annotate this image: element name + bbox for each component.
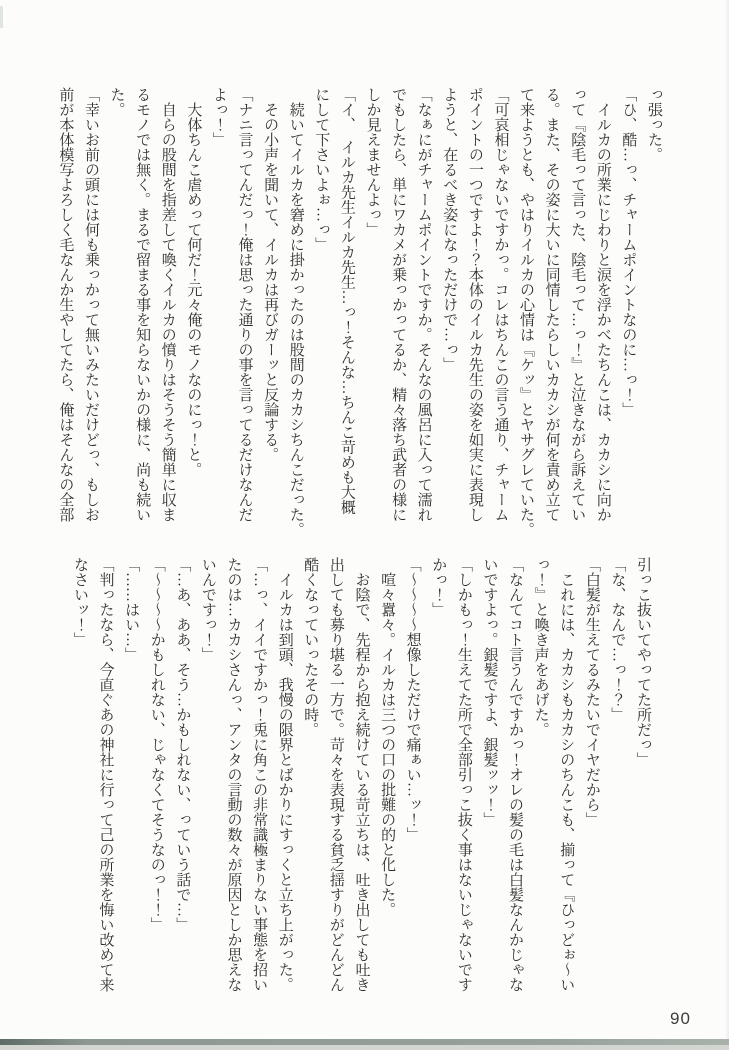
text-line: って『陰毛って言った、陰毛って…っ！』と泣きながら訴えてい (569, 87, 586, 522)
text-line: イルカは到頭、我慢の限界とばかりにすっくと立ち上がった。 (276, 557, 293, 992)
text-line: っ張った。 (646, 87, 662, 162)
page-number: 90 (670, 1009, 691, 1028)
text-line: 「幸いお前の頭には何も乗っかって無いみたいだけどっ、もしお (82, 87, 99, 522)
page-bottom-edge-light (0, 1045, 729, 1050)
text-line: これには、カカシもカカシのちんこも、揃って『ひっどぉ〜い (558, 557, 575, 992)
text-line: 続いてイルカを窘めに掛かったのは股間のカカシちんこだった。 (287, 87, 304, 537)
text-line: て来ようとも、やはりイルカの心情は『ケッ』とヤサグレていた。 (518, 87, 535, 537)
page-right-edge (725, 0, 729, 1050)
text-line: る。また、その姿に大いに同情したらしいカカシが何を責め立て (543, 87, 560, 522)
text-line: かっ！」 (430, 557, 447, 617)
text-line: 「……はい…」 (123, 557, 140, 662)
text-line: しか見えませんよっ」 (364, 87, 381, 237)
text-line: いですよっ。銀髪ですよ、銀髪ッッ！」 (481, 557, 498, 827)
text-line: いんですっ！」 (199, 557, 216, 662)
text-line: 「ひ、酷…っ、チャームポイントなのに…っ！」 (620, 87, 637, 417)
text-line: 「〜〜〜〜かもしれない、じゃなくてそうなのっ！！」 (148, 557, 165, 932)
text-line: 「〜〜〜〜想像しただけで痛ぁい…ッ！」 (404, 557, 421, 842)
text-line: 「…あ、ああ、そう…かもしれない、っていう話で…」 (174, 557, 191, 932)
text-line: ポイントの一つですよ！？本体のイルカ先生の姿を如実に表現し (466, 87, 483, 522)
text-line: 前が本体模写よろしく毛なんか生やしてたら、俺はそんなの全部 (57, 87, 74, 522)
text-line: イルカの所業にじわりと涙を浮かべたちんこは、カカシに向か (594, 87, 611, 522)
text-line: 「…っ、イイですかっ！兎に角この非常識極まりない事態を招い (251, 557, 268, 992)
text-line: その小声を聞いて、イルカは再びガーッと反論する。 (262, 87, 279, 462)
text-line: 「イ、 イルカ先生イルカ先生…っ！そんな…ちんこ苛めも大概 (338, 87, 355, 515)
text-line: 「白髪が生えてるみたいでイヤだから」 (583, 557, 600, 827)
text-line: 喧々囂々。イルカは三つの口の批難の的と化した。 (379, 557, 396, 917)
text-line: 「なぁにがチャームポイントですか。そんなの風呂に入って濡れ (415, 87, 432, 522)
text-line: 「しかもっ！生えてた所で全部引っこ抜く事はないじゃないです (455, 557, 472, 992)
text-line: たのは…カカシさんっ、アンタの言動の数々が原因としか思えな (225, 557, 242, 992)
text-line: 出しても募り堪る一方で。苛々を表現する貧乏揺すりがどんどん (327, 557, 344, 992)
text-line: 「可哀相じゃないですかっ。コレはちんこの言う通り、チャーム (492, 87, 509, 522)
text-line: 「な、なんで…っ！？」 (609, 557, 626, 722)
text-line: なさいッ！」 (71, 557, 88, 647)
text-line: ようと、在るべき姿になっただけで…っ」 (441, 87, 458, 372)
text-line: 酷くなっていったその時。 (302, 557, 319, 737)
text-line: 「判ったなら、今直ぐあの神社に行って己の所業を悔い改めて来 (97, 557, 114, 992)
text-line: にして下さいよぉ…っ」 (313, 87, 330, 252)
text-block-bottom (66, 557, 655, 1022)
text-line: 「なんてコト言うんですかっ！オレの髪の毛は白髪なんかじゃな (507, 557, 524, 992)
text-block-top (52, 87, 666, 552)
text-line: 「ナニ言ってんだっ！俺は思った通りの事を言ってるだけなんだ (236, 87, 253, 522)
text-line: でもしたら、単にワカメが乗っかってるか、精々落ち武者の様に (390, 87, 407, 522)
text-line: た。 (108, 87, 125, 117)
text-line: るモノでは無く。まるで留まる事を知らないかの様に、尚も続い (134, 87, 151, 522)
text-line: 引っこ抜いてやってた所だっ」 (635, 557, 651, 767)
text-line: お陰で、先程から抱え続けている苛立ちは、吐き出しても吐き (353, 557, 370, 992)
text-line: 自らの股間を指差して喚くイルカの憤りはそうそう簡単に収ま (159, 87, 176, 522)
text-line: っ！』と喚き声をあげた。 (532, 557, 549, 737)
text-line: 大体ちんこ虐めって何だ！元々俺のモノなのにっ！と。 (185, 87, 202, 477)
text-line: よっ！」 (210, 87, 227, 147)
page-left-edge-mark (0, 6, 3, 28)
